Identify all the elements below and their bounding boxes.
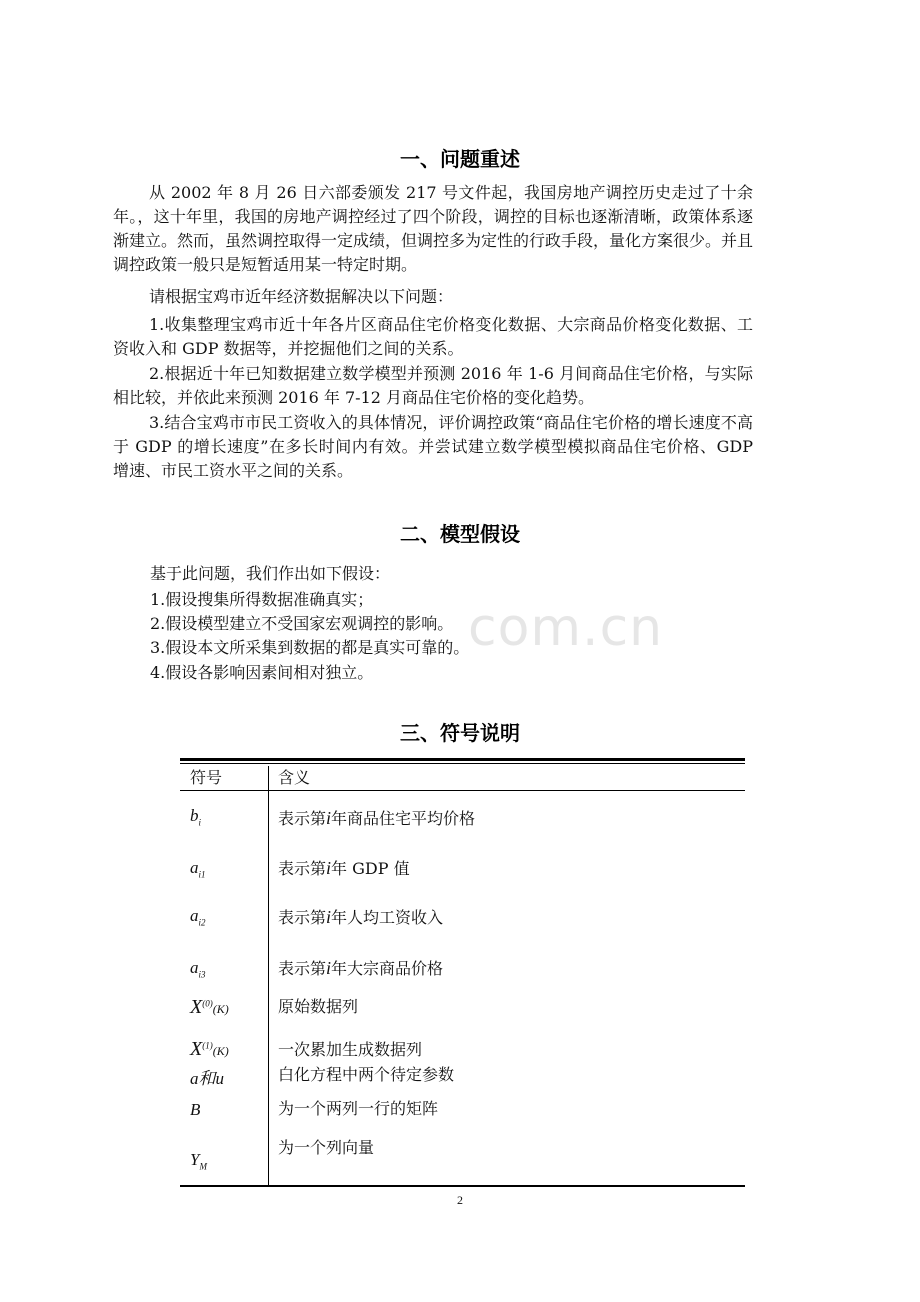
table-row-symbol: $X^{(1)}(K)$ (190, 1038, 229, 1060)
table-row-symbol: $Y_M$ (190, 1150, 207, 1172)
table-column-divider (268, 766, 269, 1187)
assumption-item: 2.假设模型建立不受国家宏观调控的影响。 (150, 614, 454, 633)
paragraph-task-3: 3.结合宝鸡市市民工资收入的具体情况，评价调控政策“商品住宅价格的增长速度不高于 GDP 的增长速度”在多长时间内有效。并尝试建立数学模型模拟商品住宅价格、GDP 增速、市民工资水平之间的关系。 (113, 413, 753, 480)
table-header-rule (180, 790, 745, 791)
assumption-item: 1.假设搜集所得数据准确真实； (150, 590, 374, 609)
paragraph-background: 从 2002 年 8 月 26 日六部委颁发 217 号文件起，我国房地产调控历史走过了十余年。，这十年里，我国的房地产调控经过了四个阶段，调控的目标也逐渐清晰，政策体系逐渐建立。然而，虽然调控取得一定成绩，但调控多为定性的行政手段，量化方案很少。并且调控政策一般只是短暂适用某一特定时期。 (113, 183, 754, 274)
table-row-symbol: $a_{i2}$ (190, 906, 206, 928)
table-header-symbol: 符号 (190, 768, 223, 787)
table-row-meaning: 白化方程中两个待定参数 (278, 1065, 455, 1084)
table-row-symbol: B (190, 1100, 201, 1119)
table-row-meaning: 表示第i年商品住宅平均价格 (278, 808, 476, 828)
table-row-meaning: 原始数据列 (278, 997, 359, 1016)
table-top-rule-thin (180, 763, 745, 764)
section-title-assumptions: 二、模型假设 (400, 522, 520, 546)
table-row-meaning: 表示第i年大宗商品价格 (278, 958, 444, 978)
paragraph-task-1: 1.收集整理宝鸡市近十年各片区商品住宅价格变化数据、大宗商品价格变化数据、工资收入和 GDP 数据等，并挖掘他们之间的关系。 (113, 315, 753, 358)
table-top-rule (180, 758, 745, 761)
table-bottom-rule (180, 1185, 745, 1187)
assumption-intro: 基于此问题，我们作出如下假设： (150, 564, 391, 583)
page-number: 2 (457, 1193, 463, 1207)
table-row-symbol: $a_{i3}$ (190, 958, 206, 980)
table-row-meaning: 表示第i年人均工资收入 (278, 907, 444, 927)
paragraph-task-2: 2.根据近十年已知数据建立数学模型并预测 2016 年 1-6 月间商品住宅价格，与实际相比较，并依此来预测 2016 年 7-12 月商品住宅价格的变化趋势。 (113, 364, 753, 407)
table-row-symbol: $b_i$ (190, 806, 202, 828)
table-row-meaning: 为一个两列一行的矩阵 (278, 1099, 439, 1118)
section-title-problem: 一、问题重述 (400, 147, 520, 171)
table-header-meaning: 含义 (278, 768, 311, 787)
watermark: com.cn (468, 598, 664, 658)
assumption-item: 4.假设各影响因素间相对独立。 (150, 663, 374, 682)
table-row-meaning: 为一个列向量 (278, 1138, 375, 1157)
table-row-symbol: $a_{i1}$ (190, 858, 206, 880)
section-title-symbols: 三、符号说明 (400, 721, 520, 745)
table-row-symbol: $X^{(0)}(K)$ (190, 996, 229, 1018)
paragraph-task-intro: 请根据宝鸡市近年经济数据解决以下问题： (149, 287, 454, 306)
assumption-item: 3.假设本文所采集到数据的都是真实可靠的。 (150, 638, 470, 657)
table-row-meaning: 一次累加生成数据列 (278, 1040, 423, 1059)
table-row-symbol: a和u (190, 1069, 224, 1088)
table-row-meaning: 表示第i年 GDP 值 (278, 858, 410, 878)
